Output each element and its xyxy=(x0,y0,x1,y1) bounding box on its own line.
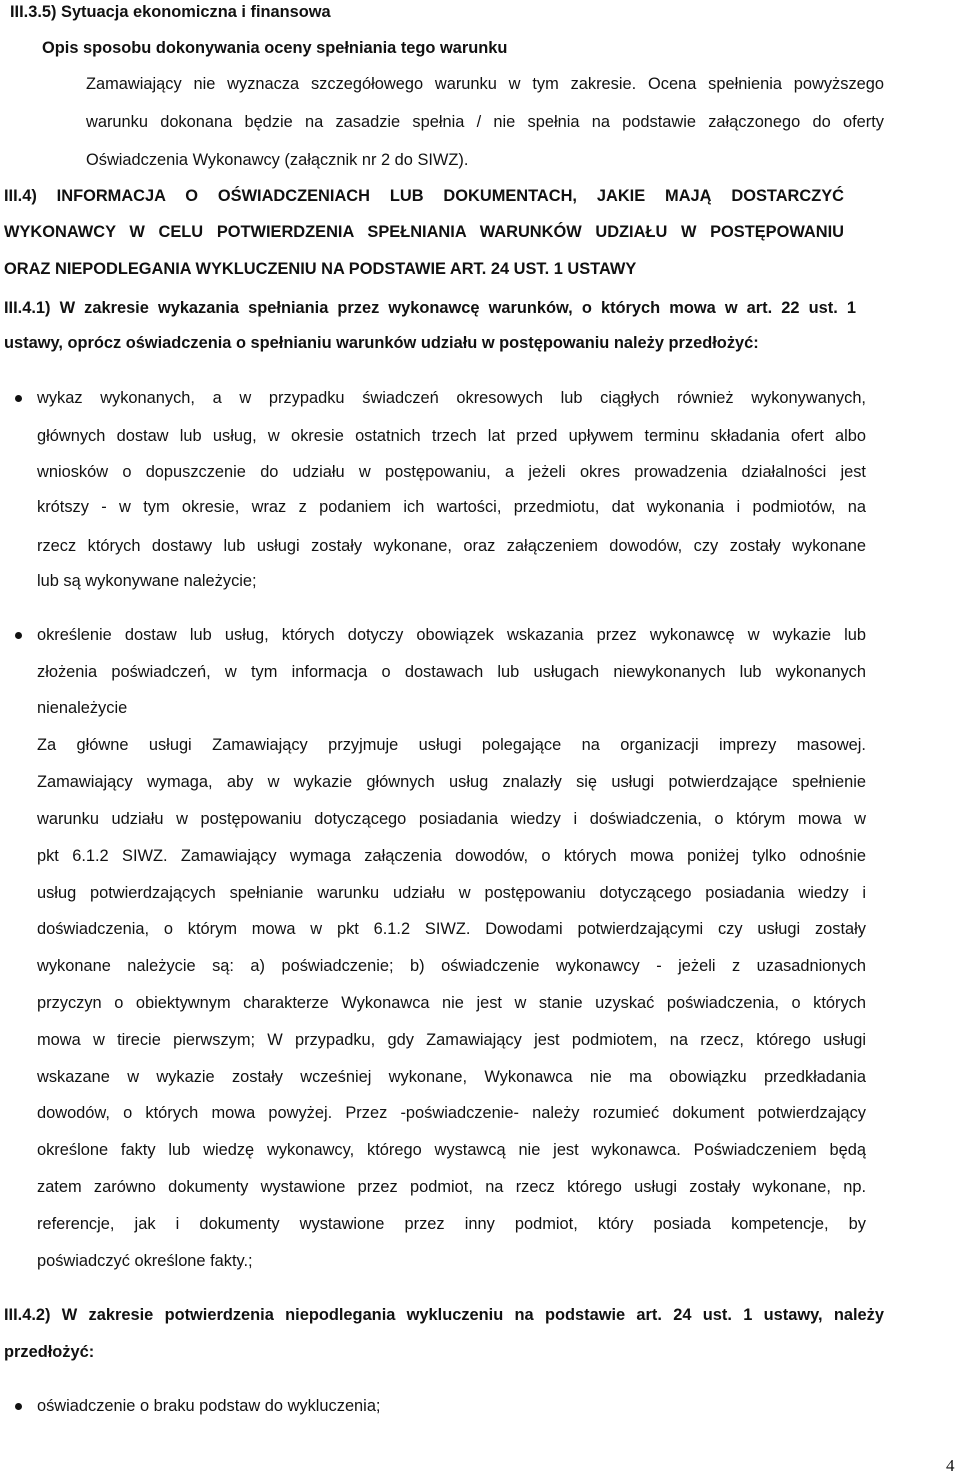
bullet-item-line: wykonane należycie są: a) poświadczenie; b) oświadczenie wykonawcy - jeżeli z uzasadnionych xyxy=(37,957,866,975)
subheading-line: III.4.2) W zakresie potwierdzenia niepodlegania wykluczeniu na podstawie art. 24 ust. 1 ustawy, należy xyxy=(4,1306,884,1324)
bullet-item-line: zatem zarówno dokumenty wystawione przez podmiot, na rzecz którego usługi zostały wykonane, np. xyxy=(37,1178,866,1196)
bullet-item-line: doświadczenia, o którym mowa w pkt 6.1.2 SIWZ. Dowodami potwierdzającymi czy usługi zostały xyxy=(37,920,866,938)
bullet-item-line: dowodów, o których mowa powyżej. Przez -poświadczenie- należy rozumieć dokument potwierdzający xyxy=(37,1104,866,1122)
bullet-item-line: referencje, jak i dokumenty wystawione przez inny podmiot, który posiada kompetencje, by xyxy=(37,1215,866,1233)
section-subtitle: Opis sposobu dokonywania oceny spełniania tego warunku xyxy=(42,39,508,57)
bullet-item-line: rzecz których dostawy lub usługi zostały wykonane, oraz załączeniem dowodów, czy zostały wykonane xyxy=(37,537,866,555)
subheading-line: ustawy, oprócz oświadczenia o spełnianiu warunków udziału w postępowaniu należy przedłożyć: xyxy=(4,334,759,352)
bullet-item-line: warunku udziału w postępowaniu dotyczącego posiadania wiedzy i doświadczenia, o którym mowa w xyxy=(37,810,866,828)
subheading-line: III.4.1) W zakresie wykazania spełniania przez wykonawcę warunków, o których mowa w art. 22 ust. 1 xyxy=(4,299,856,317)
paragraph-line: Zamawiający nie wyznacza szczegółowego warunku w tym zakresie. Ocena spełnienia powyższego xyxy=(86,75,884,93)
bullet-item-line: mowa w tirecie pierwszym; W przypadku, gdy Zamawiający jest podmiotem, na rzecz, którego usługi xyxy=(37,1031,866,1049)
bullet-item-line: określone fakty lub wiedzę wykonawcy, którego wystawcą nie jest wykonawca. Poświadczeniem będą xyxy=(37,1141,866,1159)
bullet-item-line: określenie dostaw lub usług, których dotyczy obowiązek wskazania przez wykonawcę w wykazie lub xyxy=(37,626,866,644)
bullet-item-line: pkt 6.1.2 SIWZ. Zamawiający wymaga załączenia dowodów, o których mowa poniżej tylko odnośnie xyxy=(37,847,866,865)
paragraph-line: warunku dokonana będzie na zasadzie spełnia / nie spełnia na podstawie załączonego do oferty xyxy=(86,113,884,131)
page-number: 4 xyxy=(946,1456,955,1475)
bullet-item-line: lub są wykonywane należycie; xyxy=(37,572,257,590)
bullet-icon xyxy=(15,632,22,639)
heading-line: III.4) INFORMACJA O OŚWIADCZENIACH LUB DOKUMENTACH, JAKIE MAJĄ DOSTARCZYĆ xyxy=(4,187,844,205)
bullet-item-line: wykaz wykonanych, a w przypadku świadczeń okresowych lub ciągłych również wykonywanych, xyxy=(37,389,866,407)
bullet-item-line: złożenia poświadczeń, w tym informacja o dostawach lub usługach niewykonanych lub wykonanych xyxy=(37,663,866,681)
heading-line: WYKONAWCY W CELU POTWIERDZENIA SPEŁNIANIA WARUNKÓW UDZIAŁU W POSTĘPOWANIU xyxy=(4,223,844,241)
bullet-item-line: nienależycie xyxy=(37,699,128,717)
bullet-icon xyxy=(15,1403,22,1410)
section-title: III.3.5) Sytuacja ekonomiczna i finansowa xyxy=(10,3,331,21)
heading-line: ORAZ NIEPODLEGANIA WYKLUCZENIU NA PODSTAWIE ART. 24 UST. 1 USTAWY xyxy=(4,260,637,278)
bullet-item-line: wniosków o dopuszczenie do udziału w postępowaniu, a jeżeli okres prowadzenia działalności jest xyxy=(37,463,866,481)
paragraph-line: Oświadczenia Wykonawcy (załącznik nr 2 do SIWZ). xyxy=(86,151,469,169)
bullet-item-line: oświadczenie o braku podstaw do wykluczenia; xyxy=(37,1397,381,1415)
bullet-item-line: krótszy - w tym okresie, wraz z podaniem ich wartości, przedmiotu, dat wykonania i podmiotów, na xyxy=(37,498,866,516)
bullet-item-line: Za główne usługi Zamawiający przyjmuje usługi polegające na organizacji imprezy masowej. xyxy=(37,736,866,754)
bullet-item-line: wskazane w wykazie zostały wcześniej wykonane, Wykonawca nie ma obowiązku przedkładania xyxy=(37,1068,866,1086)
bullet-item-line: przyczyn o obiektywnym charakterze Wykonawca nie jest w stanie uzyskać poświadczenia, o których xyxy=(37,994,866,1012)
bullet-item-line: głównych dostaw lub usług, w okresie ostatnich trzech lat przed upływem terminu składania ofert albo xyxy=(37,427,866,445)
bullet-item-line: poświadczyć określone fakty.; xyxy=(37,1252,253,1270)
bullet-item-line: usług potwierdzających spełnianie warunku udziału w postępowaniu dotyczącego posiadania wiedzy i xyxy=(37,884,866,902)
bullet-item-line: Zamawiający wymaga, aby w wykazie głównych usług znalazły się usługi potwierdzające spełnienie xyxy=(37,773,866,791)
subheading-line: przedłożyć: xyxy=(4,1343,95,1361)
bullet-icon xyxy=(15,395,22,402)
